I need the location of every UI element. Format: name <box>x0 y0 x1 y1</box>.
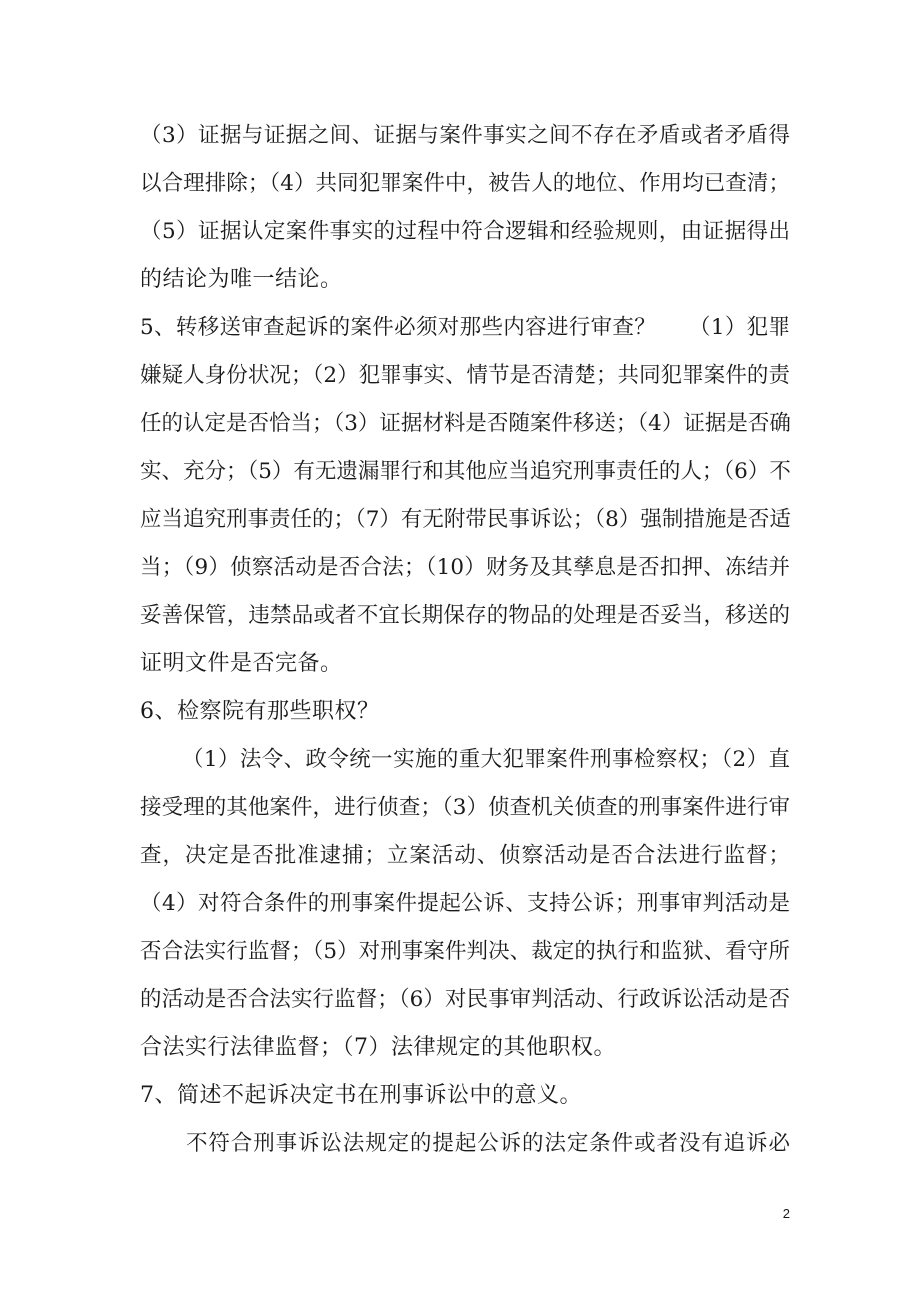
question-heading: 6、检察院有那些职权？ <box>140 699 380 724</box>
question-heading: 5、转移送审查起诉的案件必须对那些内容进行审查？ （1）犯罪 <box>140 315 790 340</box>
text-line: 否合法实行监督；（5）对刑事案件判决、裁定的执行和监狱、看守所 <box>140 939 790 964</box>
text-line: 以合理排除；（4）共同犯罪案件中，被告人的地位、作用均已查清； <box>140 171 790 196</box>
text-line: 合法实行法律监督；（7）法律规定的其他职权。 <box>140 1035 616 1060</box>
text-line: 查，决定是否批准逮捕；立案活动、侦察活动是否合法进行监督； <box>140 843 790 868</box>
text-line: 的结论为唯一结论。 <box>140 267 343 292</box>
text-line: 实、充分；（5）有无遗漏罪行和其他应当追究刑事责任的人；（6）不 <box>140 459 791 484</box>
text-line: 不符合刑事诉讼法规定的提起公诉的法定条件或者没有追诉必 <box>186 1131 790 1156</box>
text-line: 任的认定是否恰当；（3）证据材料是否随案件移送；（4）证据是否确 <box>140 411 791 436</box>
text-line: 当；（9）侦察活动是否合法；（10）财务及其孳息是否扣押、冻结并 <box>140 555 790 580</box>
text-line: （1）法令、政令统一实施的重大犯罪案件刑事检察权；（2）直 <box>182 747 790 772</box>
text-line: （4）对符合条件的刑事案件提起公诉、支持公诉；刑事审判活动是 <box>140 891 790 916</box>
text-line: （3）证据与证据之间、证据与案件事实之间不存在矛盾或者矛盾得 <box>140 123 790 148</box>
text-line: （5）证据认定案件事实的过程中符合逻辑和经验规则，由证据得出 <box>140 219 790 244</box>
page-number: 2 <box>782 1206 790 1221</box>
question-heading: 7、简述不起诉决定书在刑事诉讼中的意义。 <box>140 1083 582 1108</box>
text-line: 嫌疑人身份状况；（2）犯罪事实、情节是否清楚；共同犯罪案件的责 <box>140 363 790 388</box>
text-line: 的活动是否合法实行监督；（6）对民事审判活动、行政诉讼活动是否 <box>140 987 790 1012</box>
text-line: 妥善保管，违禁品或者不宜长期保存的物品的处理是否妥当，移送的 <box>140 603 790 628</box>
text-line: 接受理的其他案件，进行侦查；（3）侦查机关侦查的刑事案件进行审 <box>140 795 790 820</box>
text-line: 应当追究刑事责任的；（7）有无附带民事诉讼；（8）强制措施是否适 <box>140 507 791 532</box>
text-line: 证明文件是否完备。 <box>140 651 343 676</box>
